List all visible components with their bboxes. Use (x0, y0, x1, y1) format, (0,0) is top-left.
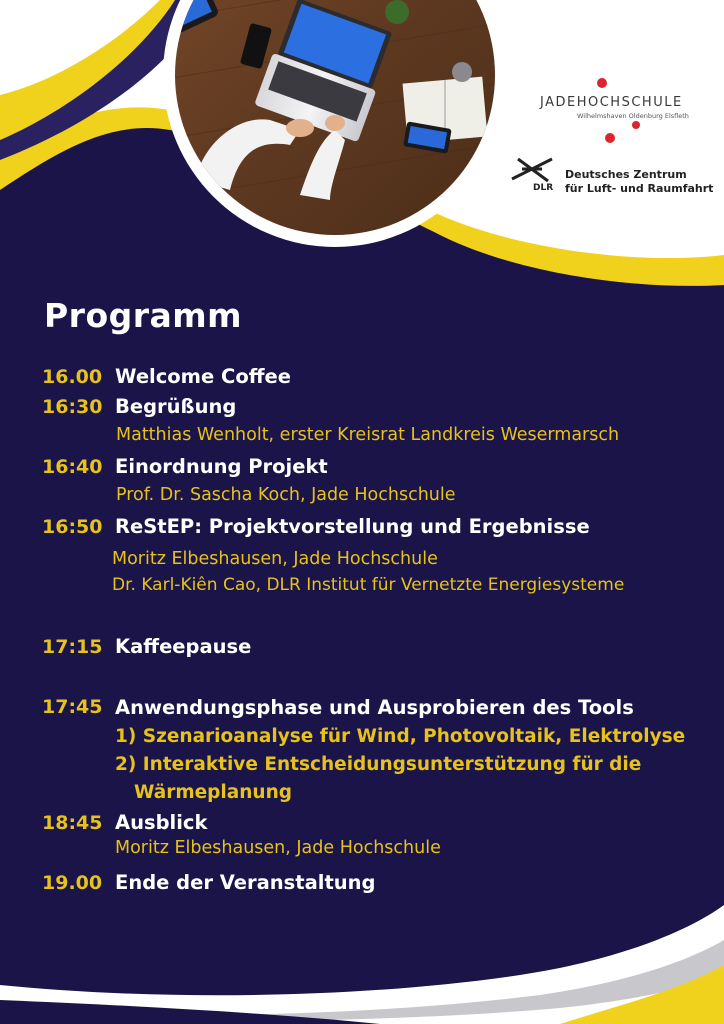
program-speaker: Dr. Karl-Kiên Cao, DLR Institut für Vernetzte Energiesysteme (112, 575, 625, 595)
program-subitem: 1) Szenarioanalyse für Wind, Photovoltaik, Elektrolyse (115, 726, 686, 747)
program-time: 19.00 (42, 872, 103, 894)
program-time: 17:15 (42, 636, 103, 658)
program-title: Ausblick (115, 811, 208, 834)
program-time: 17:45 (42, 696, 103, 718)
program-time: 16:40 (42, 456, 103, 478)
jade-logo-name: JADEHOCHSCHULE (540, 95, 683, 110)
dlr-name-line2: für Luft- und Raumfahrt (565, 182, 714, 195)
program-title: Anwendungsphase und Ausprobieren des Tools (115, 696, 634, 719)
program-title: Kaffeepause (115, 635, 252, 658)
program-time: 16:30 (42, 396, 103, 418)
jade-logo-dots-icon (594, 75, 644, 145)
program-speaker: Moritz Elbeshausen, Jade Hochschule (112, 549, 438, 569)
program-time: 16:50 (42, 516, 103, 538)
program-time: 18:45 (42, 812, 103, 834)
program-title: Einordnung Projekt (115, 455, 328, 478)
program-subitem: 2) Interaktive Entscheidungsunterstützung für die (115, 754, 642, 775)
program-speaker: Prof. Dr. Sascha Koch, Jade Hochschule (116, 485, 456, 505)
program-title: Ende der Veranstaltung (115, 871, 376, 894)
dlr-name-line1: Deutsches Zentrum (565, 168, 687, 181)
program-time: 16.00 (42, 366, 103, 388)
program-speaker: Matthias Wenholt, erster Kreisrat Landkreis Wesermarsch (116, 425, 620, 445)
program-title: Begrüßung (115, 395, 237, 418)
dlr-emblem-icon (508, 155, 556, 185)
program-subitem: Wärmeplanung (134, 782, 292, 803)
page-title: Programm (44, 296, 243, 335)
program-speaker: Moritz Elbeshausen, Jade Hochschule (115, 838, 441, 858)
program-title: ReStEP: Projektvorstellung und Ergebnisse (115, 515, 590, 538)
jade-logo-subtitle: Wilhelmshaven Oldenburg Elsfleth (577, 112, 689, 120)
dlr-abbreviation: DLR (533, 183, 554, 193)
program-title: Welcome Coffee (115, 365, 291, 388)
